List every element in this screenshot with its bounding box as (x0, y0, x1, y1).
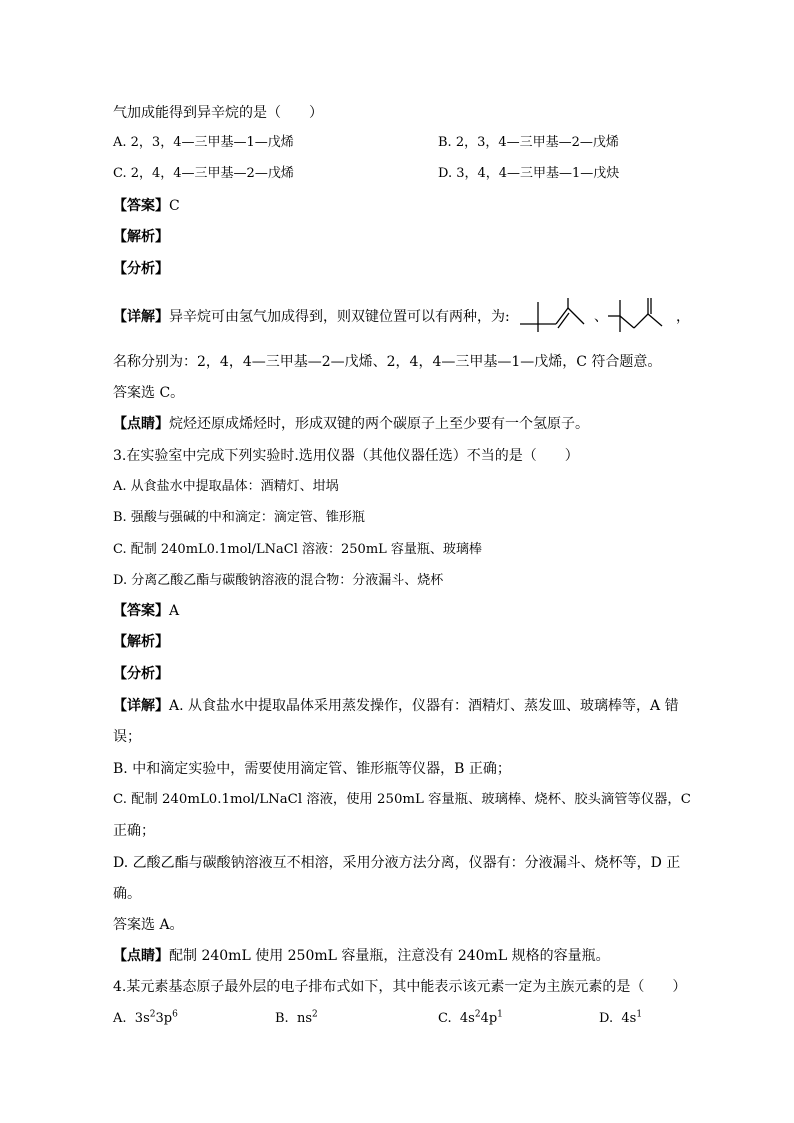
q2-option-c: C. 2，4，4—三甲基—2—戊烯 (113, 166, 294, 181)
q2-conclusion: 答案选 C。 (113, 385, 185, 401)
option-label: B. (275, 1011, 289, 1026)
dianjing-tag: 【点睛】 (113, 948, 169, 964)
config-part: 4s (459, 1011, 475, 1026)
detail-a-text: A. 从食盐水中提取晶体采用蒸发操作，仪器有：酒精灯、蒸发皿、玻璃棒等，A 错 (169, 698, 679, 714)
detail-tag: 【详解】 (113, 309, 169, 325)
config-part: 3s (134, 1011, 150, 1026)
config-sup: 1 (636, 1009, 643, 1020)
q3-detail-a (113, 696, 679, 716)
q2-answer (113, 196, 180, 216)
dianjing-text: 烷烃还原成烯烃时，形成双键的两个碳原子上至少要有一个氢原子。 (169, 416, 589, 432)
answer-tag: 【答案】 (113, 603, 169, 619)
q2-fenxi-tag: 【分析】 (113, 261, 169, 277)
q3-detail-a-cont: 误； (113, 729, 141, 745)
detail-text: 异辛烷可由氢气加成得到，则双键位置可以有两种，为: (169, 309, 510, 325)
q3-detail-c: C. 配制 240mL0.1mol/LNaCl 溶液，使用 250mL 容量瓶、玻璃棒、烧杯、胶头滴管等仪器，C (113, 792, 691, 807)
separator-2: ， (676, 309, 690, 325)
q2-jiexi-tag: 【解析】 (113, 229, 169, 245)
config-part: 3p (155, 1011, 173, 1026)
q4-option-b (275, 1009, 318, 1029)
q4-option-c (438, 1009, 503, 1029)
q2-stem-tail: 气加成能得到异辛烷的是（ ） (113, 105, 323, 121)
q3-option-c: C. 配制 240mL0.1mol/LNaCl 溶液：250mL 容量瓶、玻璃棒 (113, 542, 482, 557)
config-part: 4p (480, 1011, 498, 1026)
dianjing-tag: 【点睛】 (113, 416, 169, 432)
q3-option-b: B. 强酸与强碱的中和滴定：滴定管、锥形瓶 (113, 510, 365, 525)
q3-detail-d: D. 乙酸乙酯与碳酸钠溶液互不相溶，采用分液方法分离，仪器有：分液漏斗、烧杯等，D 正 (113, 855, 681, 871)
detail-tag: 【详解】 (113, 698, 169, 714)
q3-option-d: D. 分离乙酸乙酯与碳酸钠溶液的混合物：分液漏斗、烧杯 (113, 573, 444, 588)
q2-option-a: A. 2，3，4—三甲基—1—戊烯 (113, 135, 294, 150)
option-label: C. (438, 1011, 452, 1026)
q2-detail (113, 307, 510, 327)
q2-option-b: B. 2，3，4—三甲基—2—戊烯 (438, 135, 619, 150)
molecule-structure-1 (516, 294, 592, 336)
answer-tag: 【答案】 (113, 198, 169, 214)
q2-detail-line2: 名称分别为：2，4，4—三甲基—2—戊烯、2，4，4—三甲基—1—戊烯，C 符合题意。 (113, 354, 662, 370)
separator-1: 、 (594, 309, 608, 325)
answer-value: A (169, 603, 180, 619)
q4-option-d (599, 1009, 642, 1029)
q4-option-a (113, 1009, 178, 1029)
config-sup: 2 (312, 1009, 318, 1020)
config-sup: 2 (474, 1009, 481, 1020)
q3-jiexi-tag: 【解析】 (113, 634, 169, 650)
option-label: D. (599, 1011, 614, 1026)
q2-option-d: D. 3，4，4—三甲基—1—戊炔 (438, 166, 620, 181)
q3-option-a: A. 从食盐水中提取晶体：酒精灯、坩埚 (113, 479, 339, 494)
q4-stem: 4.某元素基态原子最外层的电子排布式如下，其中能表示该元素一定为主族元素的是（ ） (113, 979, 687, 995)
config-sup: 2 (149, 1009, 156, 1020)
q3-conclusion: 答案选 A。 (113, 917, 184, 933)
q3-stem: 3.在实验室中完成下列实验时.选用仪器（其他仪器任选）不当的是（ ） (113, 448, 579, 464)
molecule-structure-2 (604, 294, 670, 336)
config-sup: 6 (172, 1009, 178, 1020)
config-part: ns (296, 1011, 312, 1026)
q3-detail-b: B. 中和滴定实验中，需要使用滴定管、锥形瓶等仪器，B 正确； (113, 761, 511, 777)
q3-fenxi-tag: 【分析】 (113, 666, 169, 682)
config-part: 4s (621, 1011, 637, 1026)
q3-answer (113, 601, 179, 621)
config-sup: 1 (497, 1009, 503, 1020)
option-label: A. (113, 1011, 127, 1026)
q3-detail-c-cont: 正确； (113, 823, 155, 839)
dianjing-text: 配制 240mL 使用 250mL 容量瓶，注意没有 240mL 规格的容量瓶。 (169, 948, 610, 964)
q3-detail-d-cont: 确。 (113, 886, 141, 902)
q2-dianjing (113, 414, 589, 434)
answer-value: C (169, 198, 180, 214)
q3-dianjing (113, 946, 610, 966)
